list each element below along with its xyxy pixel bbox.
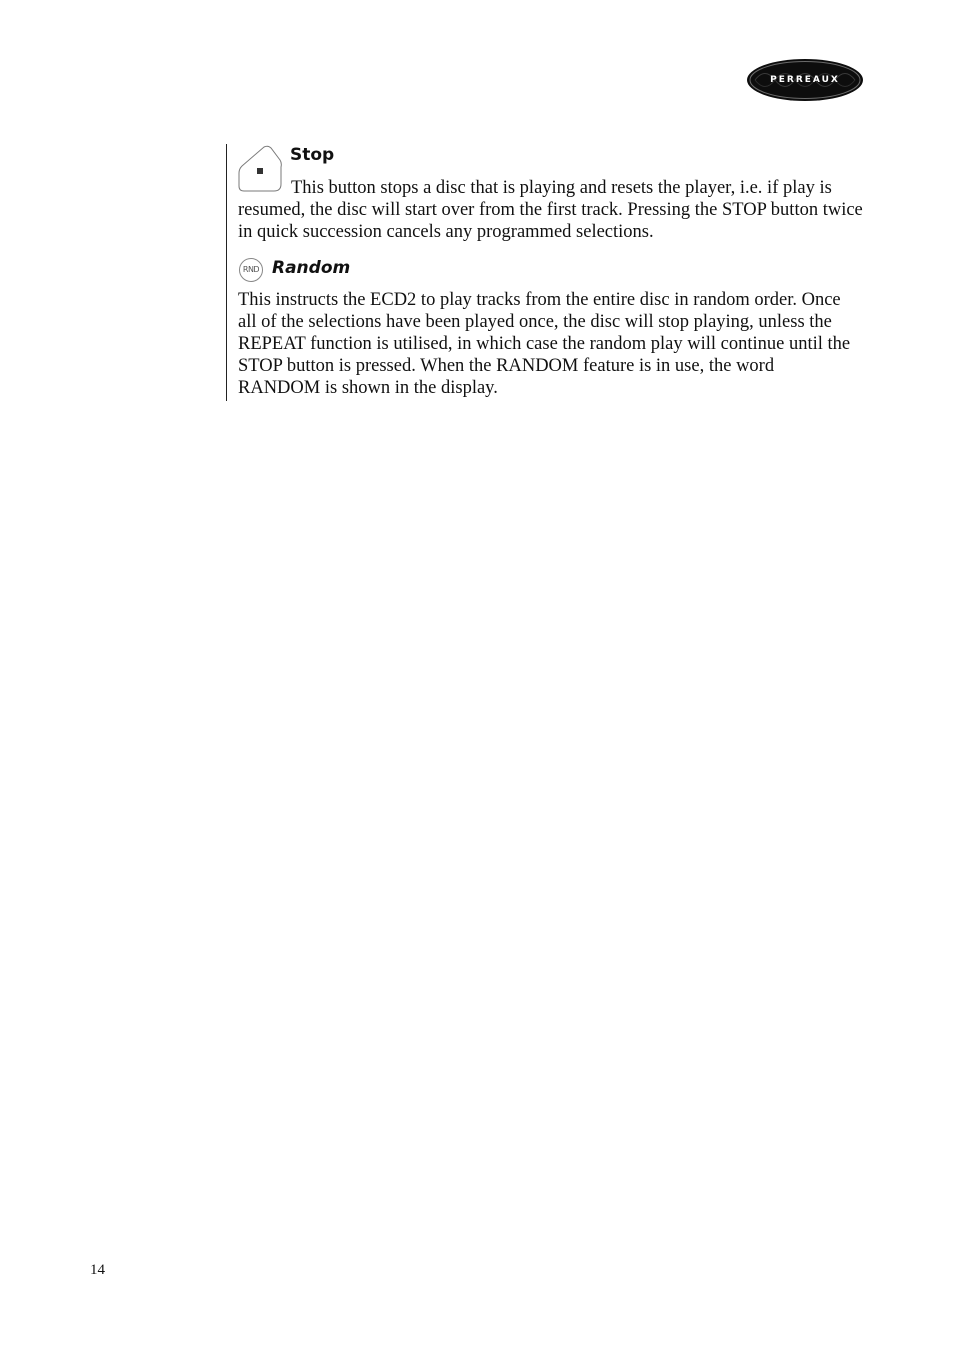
page-number: 14 bbox=[90, 1262, 105, 1278]
random-description: This instructs the ECD2 to play tracks from the entire disc in random order. Once all of the selections have been played once, the disc will stop playing, unless the REPEAT function is utilised, in which case the random play will continue until the STOP button is pressed. When the RANDOM feature is in use, the word RANDOM is shown in the display. bbox=[238, 290, 851, 398]
random-heading: Random bbox=[272, 258, 351, 278]
margin-rule bbox=[226, 144, 227, 401]
random-button-icon bbox=[238, 257, 264, 283]
stop-description: This button stops a disc that is playing and resets the player, i.e. if play is resumed, the disc will start over from the first track. Pressing the STOP button twice in quick succession cancels any programmed selections. bbox=[238, 178, 863, 242]
perreaux-logo bbox=[745, 57, 865, 103]
random-icon-label: RND bbox=[242, 265, 260, 274]
stop-heading: Stop bbox=[290, 145, 335, 165]
logo-text: PERREAUX bbox=[770, 75, 840, 85]
